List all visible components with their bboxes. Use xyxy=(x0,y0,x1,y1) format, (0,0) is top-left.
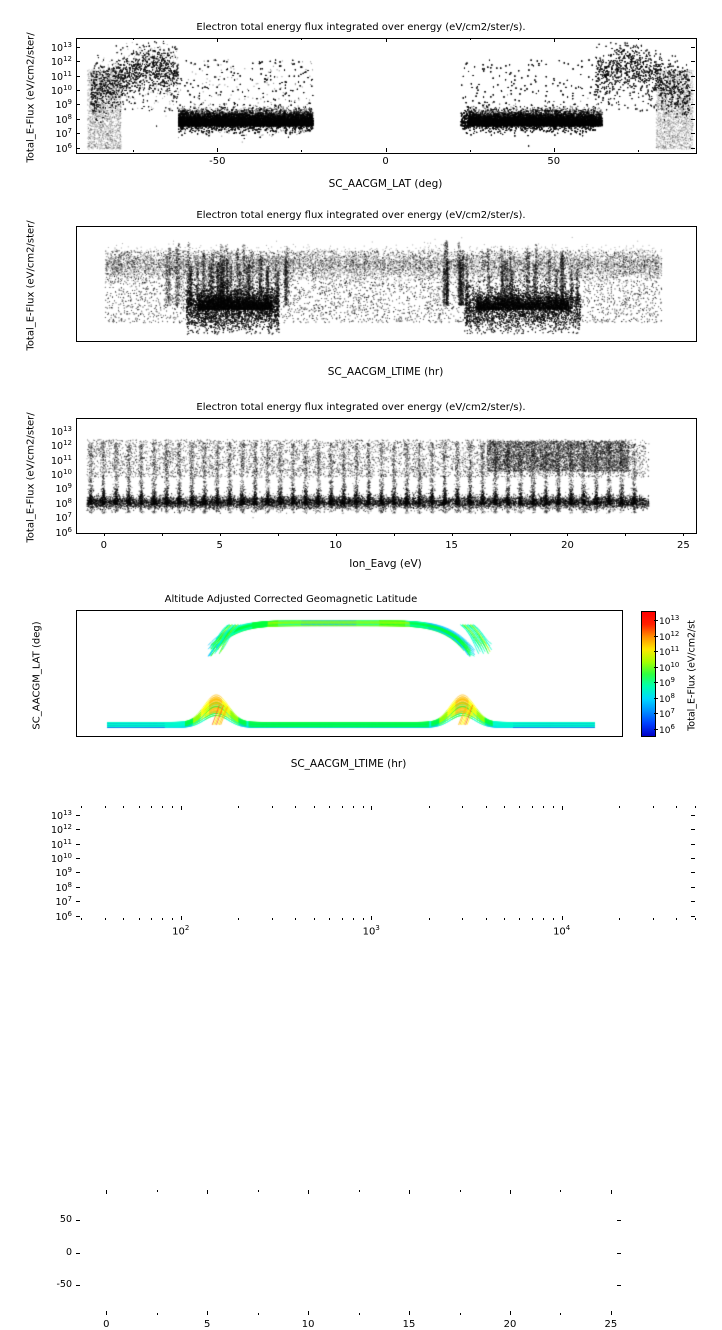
tick-mark-x-minor-top xyxy=(553,806,554,808)
tick-mark-y xyxy=(76,133,80,134)
tick-mark-x xyxy=(562,916,563,920)
tick-mark-x-minor-top xyxy=(329,806,330,808)
panel3-scatter-canvas xyxy=(77,419,696,533)
tick-mark-x-minor-top xyxy=(314,806,315,808)
y-tick-label: $10^9$ xyxy=(55,98,72,112)
tick-mark-y xyxy=(76,1253,80,1254)
tick-mark-y-right xyxy=(691,844,695,845)
x-tick-label: 10 xyxy=(329,540,342,551)
x-tick-label: 15 xyxy=(402,1319,416,1330)
tick-mark-x-minor xyxy=(519,918,520,920)
y-tick-label: $10^7$ xyxy=(55,895,72,909)
tick-mark-x-minor xyxy=(695,918,696,920)
tick-mark-y xyxy=(76,90,80,91)
panel2-scatter-canvas xyxy=(77,227,696,341)
y-tick-label: $10^6$ xyxy=(55,141,72,155)
tick-mark-x-minor xyxy=(314,918,315,920)
tick-mark-x-top xyxy=(554,38,555,42)
tick-mark-y-right xyxy=(691,148,695,149)
tick-mark-x xyxy=(510,1311,511,1315)
tick-mark-x-minor xyxy=(123,918,124,920)
tick-mark-x-top xyxy=(409,1190,410,1194)
colorbar-tick-mark xyxy=(654,636,658,637)
colorbar-tick-label: $10^{12}$ xyxy=(659,629,680,643)
tick-mark-x-minor-top xyxy=(342,806,343,808)
colorbar-tick-label: $10^9$ xyxy=(659,676,675,690)
tick-mark-x-top xyxy=(562,806,563,810)
tick-mark-x-minor xyxy=(238,918,239,920)
colorbar-tick-mark xyxy=(654,713,658,714)
panel2-ylabel: Total_E-Flux (eV/cm2/ster/ xyxy=(25,220,37,351)
colorbar-tick-label: $10^7$ xyxy=(659,707,675,721)
x-tick-label: $10^4$ xyxy=(553,924,571,938)
colorbar-gradient xyxy=(642,612,655,736)
tick-mark-x-minor xyxy=(342,918,343,920)
y-tick-label: $10^7$ xyxy=(55,127,72,141)
x-tick-label: 5 xyxy=(216,540,223,551)
y-tick-label: -50 xyxy=(56,1279,72,1291)
tick-mark-y-right xyxy=(691,90,695,91)
tick-mark-x-top xyxy=(510,1190,511,1194)
tick-mark-x-minor xyxy=(560,1313,561,1315)
tick-mark-x-minor-top xyxy=(486,806,487,808)
tick-mark-y-right xyxy=(617,1253,621,1254)
panel4-plot-frame xyxy=(76,610,623,737)
tick-mark-x-minor-top xyxy=(359,1190,360,1192)
panel2-title: Electron total energy flux integrated over energy (eV/cm2/ster/s). xyxy=(196,210,526,221)
tick-mark-x xyxy=(371,916,372,920)
tick-mark-x-minor-top xyxy=(460,1190,461,1192)
tick-mark-x-top xyxy=(611,1190,612,1194)
panel3-ylabel: Total_E-Flux (eV/cm2/ster/ xyxy=(25,412,37,543)
panel2-xlabel: SC_AACGM_LTIME (hr) xyxy=(327,366,444,378)
panel3-plot-frame xyxy=(76,418,697,534)
tick-mark-x-minor-top xyxy=(172,806,173,808)
panel4-title: Altitude Adjusted Corrected Geomagnetic Latitude xyxy=(164,594,418,605)
tick-mark-x-top xyxy=(217,38,218,42)
y-tick-label: $10^{11}$ xyxy=(50,453,72,467)
tick-mark-x-minor xyxy=(619,918,620,920)
tick-mark-x-minor-top xyxy=(695,806,696,808)
panel1-scatter-canvas xyxy=(77,39,696,153)
colorbar-tick-label: $10^{13}$ xyxy=(659,614,680,628)
y-tick-label: $10^7$ xyxy=(55,511,72,525)
y-tick-label: $10^6$ xyxy=(55,525,72,539)
colorbar-tick-mark xyxy=(654,651,658,652)
tick-mark-y xyxy=(76,47,80,48)
y-tick-label: $10^{12}$ xyxy=(50,439,72,453)
tick-mark-y-right xyxy=(691,887,695,888)
tick-mark-x-minor-top xyxy=(560,1190,561,1192)
tick-mark-y xyxy=(76,76,80,77)
tick-mark-x-minor xyxy=(172,918,173,920)
tick-mark-x-minor xyxy=(329,918,330,920)
tick-mark-x-top xyxy=(106,1190,107,1194)
tick-mark-x-minor-top xyxy=(295,806,296,808)
tick-mark-x-minor-top xyxy=(429,806,430,808)
colorbar xyxy=(641,611,656,737)
x-tick-label: $10^3$ xyxy=(362,924,380,938)
tick-mark-x-minor xyxy=(105,918,106,920)
tick-mark-x-minor xyxy=(429,918,430,920)
tick-mark-y xyxy=(76,844,80,845)
y-tick-label: $10^{12}$ xyxy=(50,823,72,837)
tick-mark-x-minor xyxy=(151,918,152,920)
x-tick-label: 5 xyxy=(204,1319,211,1330)
tick-mark-y-right xyxy=(691,119,695,120)
x-tick-label: 25 xyxy=(677,540,690,551)
colorbar-tick-mark xyxy=(654,698,658,699)
y-tick-label: $10^9$ xyxy=(55,482,72,496)
x-tick-label: 20 xyxy=(561,540,574,551)
tick-mark-x-minor xyxy=(258,1313,259,1315)
tick-mark-x-minor-top xyxy=(162,806,163,808)
tick-mark-x-minor xyxy=(157,1313,158,1315)
tick-mark-x-minor xyxy=(162,918,163,920)
tick-mark-x-minor xyxy=(504,918,505,920)
tick-mark-x-minor-top xyxy=(676,806,677,808)
x-tick-label: 25 xyxy=(604,1319,618,1330)
x-tick-label: -50 xyxy=(209,156,226,167)
tick-mark-x xyxy=(386,148,387,152)
x-tick-label: 0 xyxy=(382,156,389,167)
tick-mark-x-minor xyxy=(460,1313,461,1315)
y-tick-label: $10^6$ xyxy=(55,909,72,923)
tick-mark-x-top xyxy=(181,806,182,810)
tick-mark-y xyxy=(76,148,80,149)
tick-mark-x xyxy=(308,1311,309,1315)
tick-mark-x-top xyxy=(371,806,372,810)
y-tick-label: $10^{12}$ xyxy=(50,55,72,69)
tick-mark-x xyxy=(554,148,555,152)
tick-mark-x-top xyxy=(308,1190,309,1194)
tick-mark-x-minor-top xyxy=(638,38,639,40)
tick-mark-x-minor-top xyxy=(238,806,239,808)
tick-mark-x-minor-top xyxy=(272,806,273,808)
tick-mark-x xyxy=(207,1311,208,1315)
colorbar-tick-mark xyxy=(654,682,658,683)
tick-mark-x-minor-top xyxy=(258,1190,259,1192)
tick-mark-x-minor-top xyxy=(133,38,134,40)
tick-mark-y-right xyxy=(691,76,695,77)
tick-mark-x-minor-top xyxy=(157,1190,158,1192)
colorbar-tick-mark xyxy=(654,729,658,730)
tick-mark-x xyxy=(181,916,182,920)
tick-mark-x-top xyxy=(207,1190,208,1194)
y-tick-label: $10^9$ xyxy=(55,866,72,880)
tick-mark-x-minor-top xyxy=(504,806,505,808)
tick-mark-y-right xyxy=(691,815,695,816)
y-tick-label: 50 xyxy=(59,1213,72,1225)
tick-mark-x-minor-top xyxy=(653,806,654,808)
x-tick-label: 0 xyxy=(103,1319,110,1330)
x-tick-label: $10^2$ xyxy=(172,924,190,938)
panel1-xlabel: SC_AACGM_LAT (deg) xyxy=(328,178,443,190)
tick-mark-x-minor xyxy=(295,918,296,920)
tick-mark-x-minor xyxy=(470,150,471,152)
tick-mark-x-minor-top xyxy=(139,806,140,808)
tick-mark-x-minor-top xyxy=(532,806,533,808)
tick-mark-x-minor-top xyxy=(619,806,620,808)
tick-mark-x-minor-top xyxy=(353,806,354,808)
panel4-ylabel: SC_AACGM_LAT (deg) xyxy=(31,621,43,730)
tick-mark-x-minor-top xyxy=(123,806,124,808)
colorbar-tick-label: $10^6$ xyxy=(659,722,675,736)
x-tick-label: 15 xyxy=(445,540,458,551)
y-tick-label: $10^{10}$ xyxy=(50,83,72,98)
tick-mark-x-minor xyxy=(653,918,654,920)
colorbar-tick-mark xyxy=(654,667,658,668)
tick-mark-y-right xyxy=(691,829,695,830)
tick-mark-y xyxy=(76,1220,80,1221)
x-tick-label: 20 xyxy=(503,1319,517,1330)
tick-mark-x-minor-top xyxy=(301,38,302,40)
tick-mark-y-right xyxy=(691,858,695,859)
tick-mark-y-right xyxy=(691,916,695,917)
tick-mark-y xyxy=(76,829,80,830)
y-tick-label: $10^{10}$ xyxy=(50,851,72,866)
tick-mark-x-minor xyxy=(543,918,544,920)
tick-mark-y xyxy=(76,901,80,902)
tick-mark-y xyxy=(76,815,80,816)
tick-mark-x-minor xyxy=(139,918,140,920)
tick-mark-y-right xyxy=(691,133,695,134)
tick-mark-x-minor xyxy=(532,918,533,920)
tick-mark-x xyxy=(217,148,218,152)
colorbar-tick-mark xyxy=(654,620,658,621)
y-tick-label: $10^8$ xyxy=(55,496,72,510)
tick-mark-x-minor-top xyxy=(151,806,152,808)
colorbar-title: Total_E-Flux (eV/cm2/st xyxy=(686,620,698,731)
tick-mark-x-minor xyxy=(486,918,487,920)
x-tick-label: 0 xyxy=(100,540,107,551)
tick-mark-x-minor xyxy=(301,150,302,152)
tick-mark-x-minor xyxy=(462,918,463,920)
y-tick-label: $10^8$ xyxy=(55,880,72,894)
y-tick-label: $10^{13}$ xyxy=(50,424,72,438)
tick-mark-x xyxy=(106,1311,107,1315)
tick-mark-y xyxy=(76,1285,80,1286)
tick-mark-x-minor-top xyxy=(105,806,106,808)
tick-mark-y xyxy=(76,61,80,62)
panel3-title: Electron total energy flux integrated over energy (eV/cm2/ster/s). xyxy=(196,402,526,413)
y-tick-label: $10^{11}$ xyxy=(50,837,72,851)
colorbar-tick-label: $10^8$ xyxy=(659,691,675,705)
tick-mark-y xyxy=(76,872,80,873)
tick-mark-x-minor xyxy=(353,918,354,920)
colorbar-tick-label: $10^{10}$ xyxy=(659,660,680,674)
tick-mark-x-minor xyxy=(359,1313,360,1315)
panel-ltime-eflux xyxy=(0,196,722,551)
y-tick-label: 0 xyxy=(65,1246,72,1258)
tick-mark-y-right xyxy=(691,901,695,902)
tick-mark-y xyxy=(76,119,80,120)
tick-mark-x-minor-top xyxy=(81,806,82,808)
y-tick-label: $10^{11}$ xyxy=(50,69,72,83)
panel1-title: Electron total energy flux integrated over energy (eV/cm2/ster/s). xyxy=(196,22,526,33)
tick-mark-y-right xyxy=(691,47,695,48)
tick-mark-x-minor-top xyxy=(363,806,364,808)
y-tick-label: $10^{10}$ xyxy=(50,467,72,482)
tick-mark-x-minor xyxy=(133,150,134,152)
y-tick-label: $10^{13}$ xyxy=(50,808,72,822)
tick-mark-x-minor-top xyxy=(462,806,463,808)
tick-mark-x-minor xyxy=(363,918,364,920)
tick-mark-y xyxy=(76,916,80,917)
tick-mark-x-minor xyxy=(81,918,82,920)
tick-mark-y xyxy=(76,858,80,859)
tick-mark-x-top xyxy=(386,38,387,42)
tick-mark-x xyxy=(409,1311,410,1315)
tick-mark-x-minor xyxy=(638,150,639,152)
y-tick-label: $10^8$ xyxy=(55,112,72,126)
panel-lat-eflux xyxy=(0,0,722,195)
tick-mark-x-minor xyxy=(676,918,677,920)
panel1-plot-frame xyxy=(76,38,697,154)
y-tick-label: $10^{13}$ xyxy=(50,40,72,54)
tick-mark-y xyxy=(76,104,80,105)
x-tick-label: 10 xyxy=(301,1319,315,1330)
tick-mark-x-minor-top xyxy=(543,806,544,808)
tick-mark-y xyxy=(76,887,80,888)
tick-mark-y-right xyxy=(691,872,695,873)
tick-mark-x xyxy=(611,1311,612,1315)
tick-mark-y-right xyxy=(691,61,695,62)
tick-mark-x-minor xyxy=(553,918,554,920)
tick-mark-y-right xyxy=(617,1220,621,1221)
panel4-track-canvas xyxy=(77,611,622,736)
panel3-xlabel: Ion_Eavg (eV) xyxy=(349,558,422,570)
x-tick-label: 50 xyxy=(547,156,561,167)
panel4-xlabel: SC_AACGM_LTIME (hr) xyxy=(290,758,407,770)
tick-mark-x-minor xyxy=(272,918,273,920)
tick-mark-x-minor-top xyxy=(519,806,520,808)
tick-mark-y-right xyxy=(691,104,695,105)
tick-mark-x-minor-top xyxy=(470,38,471,40)
colorbar-tick-label: $10^{11}$ xyxy=(659,645,680,659)
tick-mark-y-right xyxy=(617,1285,621,1286)
panel1-ylabel: Total_E-Flux (eV/cm2/ster/ xyxy=(25,32,37,163)
panel2-plot-frame xyxy=(76,226,697,342)
